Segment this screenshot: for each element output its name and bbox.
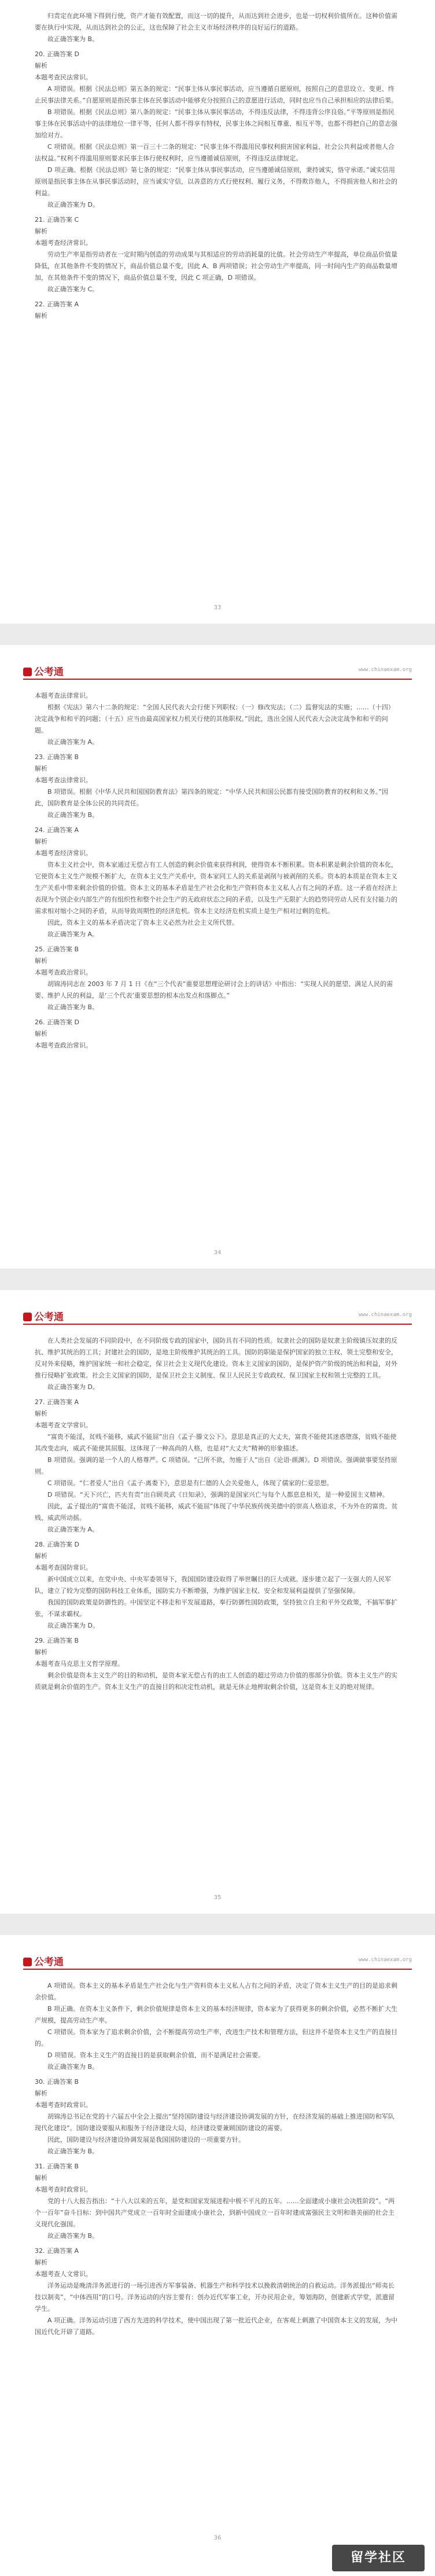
logo-icon [23,668,32,676]
paragraph: B 项错误。根据《民法总则》第八条的规定：“民事主体从事民事活动，不得违反法律，不得违背公序良俗。”平等原则是指民事主体在民事活动中的法律地位一律平等，任何人都不得享有特权，民事主体之间相互尊重、相互平等，也都不得把自己的意志强加给对方。 [35,108,397,139]
page-content [35,1980,400,2338]
logo-icon [23,1958,32,1966]
paragraph: 故正确答案为 D。 [47,1383,99,1391]
paragraph: 根据《宪法》第六十二条的规定：“全国人民代表大会行使下列职权：（一）修改宪法；（二）监督宪法的实施；……（十四）决定战争和和平的问题；（十五）应当由最高国家权力机关行使的其他职权。”因此，选出全国人民代表大会决定战争和和平的问题。 [35,703,395,734]
page-content [35,1335,400,1693]
paragraph: 故正确答案为 B。 [47,2148,99,2155]
paragraph: 解析 [35,1410,47,1417]
paragraph: 故正确答案为 B。 [47,2063,99,2071]
paragraph: 本题考查时政常识。 [35,2101,92,2109]
paragraph: 资本主义社会中，资本家通过无偿占有工人创造的剩余价值来获得利润，使得资本不断积累。资本积累是剩余价值的资本化，它使资本主义生产规模不断扩大，在资本主义生产关系中，资本家同工人的关系是剥削与被剥削的关系。资本的本质是在资本主义生产关系中带来剩余价值的价值。资本主义的基本矛盾是生产社会化和生产资料资本主义私人占有之间的矛盾。这一矛盾在经济上表现为个别企业内部生产的有组织性和整个社会生产的无政府状态之间的矛盾，以及生产无限扩大的趋势同劳动人民有支付能力的需求相对缩小之间的矛盾，从而导致周期性的经济危机。资本主义经济危机实质上是生产相对过剩的危机。 [35,861,397,915]
paragraph: “富贵不能淫，贫贱不能移，威武不能屈”出自《孟子·滕文公下》。意思是真正的大丈夫，富贵不能使其迷惑堕落，贫贱不能使其改变志向，威武不能使其屈服。这体现了一种高尚的人格，也是对“大丈夫”精神的形象描述。 [35,1433,397,1452]
logo-icon [23,1313,32,1321]
paragraph: 解析 [35,838,47,845]
page-header [23,662,412,680]
paragraph: 本题考查马克思主义哲学原理。 [35,1660,124,1668]
answer-heading: 27. 正确答案 A [35,1398,79,1406]
paragraph: 本题考查政治常识。 [35,969,92,976]
paragraph: 解析 [35,2174,47,2182]
paragraph: 解析 [35,2090,47,2097]
page-number: 34 [213,1249,222,1256]
paragraph: 洋务运动是晚清洋务派进行的一场引进西方军事装备、机器生产和科学技术以挽救清朝统治的自救运动。洋务派提出“师夷长技以制夷”、“中体西用”的口号。洋务运动的内容主要有：创办近代军事工业，开办民用企业，筹划海防，创建新式学堂，派遣留学生。 [35,2282,395,2313]
answer-heading: 31. 正确答案 B [35,2163,79,2170]
paragraph: 故正确答案为 A。 [47,738,99,746]
paragraph: 本题考查政治常识。 [35,1042,92,1049]
paragraph: 本题考查经济常识。 [35,849,92,857]
paragraph: 解析 [35,1648,47,1656]
paragraph: 剩余价值是资本主义生产的目的和动机，是资本家无偿占有的由工人创造的超过劳动力价值的那部分价值。资本主义生产的实质就是剩余价值的生产。资本主义生产的直接目的和决定性动机，就是无休止地榨取剩余价值，这是资本主义的绝对规律。 [35,1672,397,1691]
paragraph: 本题考查法律常识。 [35,776,92,784]
paragraph: 解析 [35,957,47,965]
watermark-logo: 留学社区 [332,2545,425,2571]
page-number: 35 [213,1895,222,1901]
paragraph: D 项正确。根据《民法总则》第七条的规定：“民事主体从事民事活动，应当遵循诚信原则，秉持诚实，恪守承诺。”诚实信用原则是指民事主体在从事民事活动时，应当诚实守信，以善意的方式行使权利、履行义务，不得欺诈他人，不得损害他人和社会的利益。 [35,166,397,197]
paragraph: 因此，资本主义的基本矛盾决定了资本主义必然为社会主义所代替。 [47,919,238,926]
brand-logo [23,664,64,678]
answer-heading: 21. 正确答案 C [35,216,79,223]
paragraph: 胡锦涛总书记在党的十六届五中全会上提出“坚持国防建设与经济建设协调发展的方针，在经济发展的基础上推进国防和军队现代化建设”。国防建设要服从和服务于经济建设大局，经济建设要兼顾国防建设的需要。 [35,2113,395,2132]
paragraph: 我国的国防政策是防御性的。中国坚定不移走和平发展道路，奉行防御性国防政策，坚持独立自主和平外交政策，不搞军事扩张，不谋求霸权。 [35,1599,397,1618]
paragraph: 故正确答案为 B。 [47,35,99,43]
paragraph: B 项错误。根据《中华人民共和国国防教育法》第四条的规定：“中华人民共和国公民都有接受国防教育的权利和义务。”因此，国防教育是全体公民的共同责任。 [35,788,388,807]
answer-heading: 24. 正确答案 A [35,826,79,834]
document-page-3 [0,1290,435,1914]
paragraph: 本题考查国防常识。 [35,1564,92,1571]
paragraph: 解析 [35,765,47,772]
answer-heading: 22. 正确答案 A [35,301,79,308]
paragraph: 本题考查时政常识。 [35,2186,92,2193]
document-page-4 [0,1935,435,2576]
paragraph: 解析 [35,312,47,320]
document-page-1 [0,0,435,624]
paragraph: A 项错误。资本主义的基本矛盾是生产社会化与生产资料资本主义私人占有之间的矛盾，决定了资本主义生产的目的是追求剩余价值。 [35,1982,398,2001]
answer-heading: 23. 正确答案 B [35,753,79,761]
logo-text: 公考通 [34,666,64,678]
site-url: www.chinaexam.org [358,667,412,673]
page-header [23,1307,412,1325]
paragraph: 故正确答案为 A。 [47,1526,99,1533]
answer-heading: 26. 正确答案 D [35,1018,79,1026]
paragraph: 故正确答案为 A。 [47,930,99,938]
paragraph: 故正确答案为 B。 [47,811,99,819]
answer-heading: 20. 正确答案 D [35,50,79,58]
page-header [23,1952,412,1970]
paragraph: D 项错误。“天下兴亡，匹夫有责”出自顾炎武《日知录》，强调的是国家兴亡与每个人都息息相关，是一种爱国主义精神。 [47,1491,389,1498]
paragraph: 因此，国防建设与经济建设协调发展是我国国防建设的一项重要方针。 [47,2136,245,2143]
paragraph: B 项错误。强调的是一个人的人格尊严。C 项错误。“己所不欲，勿施于人”出自《论语·颜渊》。D 项错误。强调做事要坚持原则。 [35,1456,397,1475]
paragraph: 在人类社会发展的不同阶段中，在不同阶级专政的国家中，国防具有不同的性质。奴隶社会的国防是奴隶主阶级镇压奴隶的反抗、维护其统治的工具；封建社会的国防，是地主阶级维护其统治的工具。国防的职能是保护国家的独立主权、领土完整和安全，反对外来侵略，维护国家统一和社会稳定，保卫社会主义现代化建设。资本主义国家的国防，是保护资产阶级的统治和利益，对外推行侵略扩张政策。社会主义国家的国防，是保卫社会主义制度、保卫人民民主专政政权、保卫国家主权和领土完整的工具。 [35,1337,397,1379]
paragraph: C 项错误。资本家为了追求剩余价值，会不断提高劳动生产率，改进生产技术和管理方法，但这并不是资本主义生产的直接目的。 [35,2028,398,2047]
site-url: www.chinaexam.org [358,1957,412,1963]
paragraph: 本题考查人文常识。 [35,2270,92,2278]
logo-text: 公考通 [34,1311,64,1323]
paragraph: A 项错误。根据《民法总则》第五条的规定：“民事主体从事民事活动，应当遵循自愿原则，按照自己的意思设立、变更、终止民事法律关系。”自愿原则是指民事主体在民事活动中能够充分按照自己的意愿进行活动，同时也应当自己承担相应的法律后果。 [35,85,398,104]
paragraph: 故正确答案为 D。 [47,201,99,208]
answer-heading: 30. 正确答案 B [35,2078,79,2086]
paragraph: 解析 [35,62,47,69]
answer-heading: 25. 正确答案 B [35,946,79,953]
brand-logo [23,1309,64,1323]
paragraph: 胡锦涛同志在 2003 年 7 月 1 日《在“三个代表”重要思想理论研讨会上的讲话》中指出：“实现人民的愿望、满足人民的需要、维护人民的利益，是‘三个代表’重要思想的根本出发点和落脚点。” [35,980,393,999]
paragraph: C 项错误。“仁者爱人”出自《孟子·离娄下》，意思是有仁德的人会关爱他人，体现了儒家的仁爱思想。 [47,1479,333,1487]
paragraph: A 项正确。洋务运动引进了西方先进的科学技术，使中国出现了第一批近代企业，在客观上刺激了中国资本主义的发展，为中国近代化开辟了道路。 [35,2317,398,2336]
page-content [35,10,400,322]
answer-heading: 28. 正确答案 D [35,1541,79,1548]
paragraph: 劳动生产率是指劳动者在一定时期内创造的劳动成果与其相适应的劳动消耗量的比值。社会劳动生产率提高，单位商品价值量降低，在其他条件不变的情况下，商品价值总量不变，因此 A、B 两项错误；社会劳动生产率提高，同一时间内生产的商品数量增加，在其他条件不变的情况下，商品价值总量不变，因此 C 项正确，D 项错误。 [35,251,398,281]
page-content [35,690,400,1051]
paragraph: 解析 [35,1030,47,1038]
paragraph: 因此，孟子提出的“富贵不能淫，贫贱不能移，威武不能屈”体现了中华民族传统美德中的崇高人格追求，不为外在的富贵、贫贱、威武所动摇。 [35,1503,398,1522]
site-url: www.chinaexam.org [358,1312,412,1318]
paragraph: 本题考查经济常识。 [35,239,92,247]
document-page-2 [0,645,435,1269]
paragraph: D 项错误。资本主义生产的直接目的是获取剩余价值，而不是满足社会需要。 [47,2051,264,2059]
paragraph: B 项正确。在资本主义条件下，剩余价值规律是资本主义的基本经济规律，资本家为了获得更多的剩余价值，必然不断扩大生产规模，提高劳动生产率。 [35,2005,398,2024]
paragraph: 解析 [35,1552,47,1560]
paragraph: 本题考查民法常识。 [35,74,92,81]
paragraph: 本题考查文学常识。 [35,1421,92,1429]
paragraph: 归责定在此环境下得到行使，资产才能有效配置，而这一切的提升，从而达到社会进步，也是一切权利价值所在。这种价值需要在执行中实现，从而达到社会的公正，这也保障了社会主义市场经济秩序的良好运行的道路。 [35,12,397,31]
paragraph: 解析 [35,2259,47,2266]
paragraph: 本题考查法律常识。 [35,692,92,699]
paragraph: 故正确答案为 B。 [47,1003,99,1011]
paragraph: 解析 [35,228,47,235]
paragraph: 故正确答案为 C。 [47,285,99,293]
page-number: 33 [213,604,222,611]
paragraph: C 项错误。根据《民法总则》第一百三十二条的规定：“民事主体不得滥用民事权利损害国家利益、社会公共利益或者他人合法权益。”权利不得滥用原则要求民事主体行使权利时，应当遵循诚信原则，不得违反法律规定。 [35,143,395,162]
paragraph: 党的十八大报告指出：“十八大以来的五年，是党和国家发展进程中极不平凡的五年。……全面建成小康社会决胜阶段”。“两个一百年”奋斗目标：到中国共产党成立一百年时全面建成小康社会，到新中国成立一百年时建成富强民主文明和谐美丽的社会主义现代化强国。 [35,2197,395,2228]
paragraph: 故正确答案为 B。 [47,2232,99,2240]
paragraph: 故正确答案为 D。 [47,1622,99,1629]
answer-heading: 32. 正确答案 A [35,2247,79,2255]
paragraph: 新中国成立以来，在党中央、中央军委领导下，我国国防建设取得了举世瞩目的巨大成就。逐步建立起了一支强大的人民军队，建立了较为完整的国防科技工业体系，国防实力不断增强，为维护国家主权、安全和发展利益提供了坚强保障。 [35,1575,391,1595]
page-number: 36 [213,2535,222,2541]
logo-text: 公考通 [34,1956,64,1968]
answer-heading: 29. 正确答案 B [35,1637,79,1644]
brand-logo [23,1954,64,1968]
